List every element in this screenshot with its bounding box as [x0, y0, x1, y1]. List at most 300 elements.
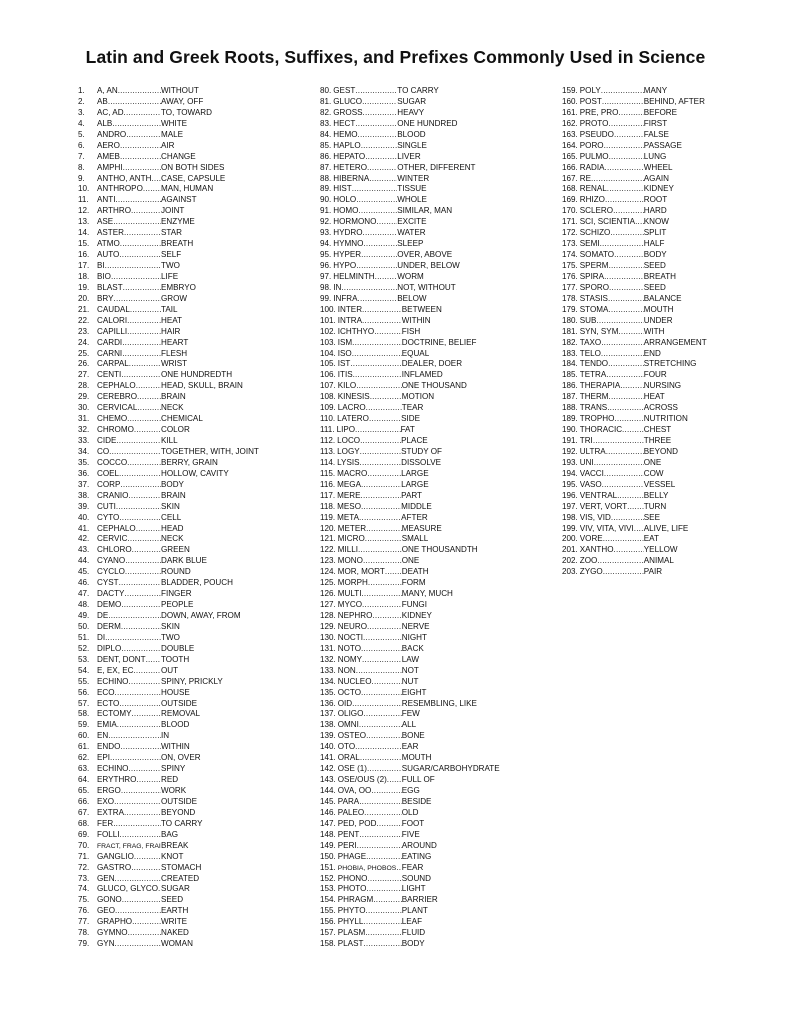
dot-leader: [118, 86, 161, 97]
root-meaning: OLD: [401, 807, 419, 817]
root-with-leader: [97, 436, 161, 447]
dot-leader: [371, 786, 401, 797]
root-with-leader: [337, 436, 401, 447]
root-with-leader: [97, 86, 161, 97]
column-1: [78, 86, 310, 950]
item-number: 125.: [320, 578, 336, 588]
root-with-leader: [338, 852, 402, 863]
root-term: MEGA: [337, 479, 361, 489]
item-number: 58.: [78, 709, 90, 719]
root-meaning: AGAIN: [643, 173, 669, 183]
root-with-leader: [97, 174, 161, 185]
dot-leader: [360, 447, 402, 458]
root-term: ASE: [97, 217, 114, 227]
list-item: [562, 534, 784, 545]
item-number: 54.: [78, 665, 90, 675]
dot-leader: [131, 709, 161, 720]
root-term: CHEMO: [97, 414, 128, 424]
root-with-leader: [338, 677, 402, 688]
item-number: 121.: [320, 534, 336, 544]
root-with-leader: [338, 895, 402, 906]
item-number: 172.: [562, 228, 578, 238]
root-term: GANGLIO: [97, 851, 134, 861]
list-item: [320, 677, 552, 688]
item-number: 136.: [320, 698, 336, 708]
root-term: AMPHI: [97, 162, 123, 172]
root-term: NUCLEO: [337, 676, 372, 686]
list-item: [78, 720, 310, 731]
list-item: [320, 644, 552, 655]
root-term: OSE/OUS (2): [337, 775, 387, 785]
root-term: PED, POD: [337, 818, 377, 828]
dot-leader: [116, 502, 161, 513]
root-term: AERO: [97, 140, 120, 150]
root-with-leader: [97, 677, 161, 688]
root-with-leader: [338, 359, 402, 370]
root-meaning: UNDER: [643, 315, 673, 325]
list-item: [78, 480, 310, 491]
root-with-leader: [338, 688, 402, 699]
dot-leader: [120, 830, 162, 841]
root-with-leader: [97, 108, 161, 119]
root-meaning: FOOT: [401, 818, 425, 828]
dot-leader: [363, 709, 401, 720]
root-meaning: SKIN: [161, 501, 180, 511]
item-number: 30.: [78, 403, 90, 413]
root-term: HYPER: [333, 250, 362, 260]
item-number: 20.: [78, 293, 90, 303]
item-number: 115.: [320, 468, 336, 478]
root-meaning: FEAR: [401, 862, 424, 872]
root-term: NOTO: [337, 643, 361, 653]
list-item: [562, 250, 784, 261]
dot-leader: [367, 622, 402, 633]
root-with-leader: [97, 305, 161, 316]
dot-leader: [609, 152, 644, 163]
root-term: LATERO: [337, 414, 369, 424]
root-term: ECTO: [97, 698, 120, 708]
list-item: [562, 425, 784, 436]
dot-leader: [363, 917, 401, 928]
root-meaning: THREE: [643, 436, 672, 445]
root-with-leader: [580, 480, 644, 491]
dot-leader: [361, 480, 401, 491]
root-with-leader: [97, 163, 161, 174]
root-meaning: OTHER, DIFFERENT: [397, 162, 476, 172]
item-number: 85.: [320, 140, 332, 150]
root-term: MYCO: [337, 600, 363, 610]
root-with-leader: [338, 589, 402, 600]
dot-leader: [605, 163, 644, 174]
list-item: [78, 327, 310, 338]
item-number: 164.: [562, 140, 578, 150]
root-with-leader: [97, 753, 161, 764]
root-with-leader: [580, 381, 644, 392]
dot-leader: [121, 622, 161, 633]
dot-leader: [362, 600, 402, 611]
root-meaning: LIGHT: [401, 884, 426, 894]
list-item: [562, 469, 784, 480]
dot-leader: [128, 491, 161, 502]
root-term: PLAST: [337, 939, 364, 949]
root-with-leader: [333, 206, 397, 217]
list-item: [78, 513, 310, 524]
dot-leader: [359, 797, 402, 808]
root-with-leader: [97, 655, 161, 666]
item-number: 180.: [562, 315, 578, 325]
dot-leader: [125, 567, 161, 578]
dot-leader: [361, 502, 401, 513]
root-meaning: ONE HUNDRED: [397, 118, 458, 128]
item-number: 5.: [78, 129, 85, 139]
item-number: 184.: [562, 359, 578, 369]
item-number: 105.: [320, 359, 336, 369]
root-with-leader: [580, 174, 644, 185]
root-term: NOCTI: [337, 632, 363, 642]
item-number: 194.: [562, 468, 578, 478]
root-with-leader: [580, 502, 644, 513]
root-with-leader: [338, 874, 402, 885]
item-number: 103.: [320, 337, 336, 347]
list-item: [320, 436, 552, 447]
list-item: [78, 250, 310, 261]
item-number: 152.: [320, 873, 336, 883]
list-item: [78, 97, 310, 108]
list-item: [78, 152, 310, 163]
root-term: ECHINO: [97, 676, 129, 686]
list-item: [320, 119, 552, 130]
item-number: 166.: [562, 162, 578, 172]
root-term: HEPATO: [333, 151, 366, 161]
list-item: [320, 775, 552, 786]
root-term: AMEB: [97, 151, 120, 161]
dot-leader: [358, 545, 402, 556]
root-with-leader: [580, 447, 644, 458]
root-with-leader: [338, 830, 402, 841]
root-meaning: REMOVAL: [161, 709, 200, 719]
root-with-leader: [338, 403, 402, 414]
root-term: SYN, SYM: [579, 326, 619, 336]
list-item: [562, 359, 784, 370]
root-meaning: SEE: [643, 512, 660, 522]
root-term: THORACIC: [579, 425, 623, 435]
list-item: [320, 392, 552, 403]
dot-leader: [115, 688, 161, 699]
item-number: 181.: [562, 326, 578, 336]
list-item: [562, 261, 784, 272]
root-term: PHONO: [337, 873, 368, 883]
dot-leader: [136, 524, 161, 535]
item-number: 13.: [78, 217, 90, 227]
root-term: IN: [333, 282, 342, 292]
root-term: CRANIO: [97, 490, 129, 500]
root-meaning: OUTSIDE: [161, 796, 197, 806]
root-term: NEPHRO: [337, 611, 373, 620]
dot-leader: [361, 644, 402, 655]
root-term: TELO: [579, 348, 601, 358]
list-item: [320, 939, 552, 950]
dot-leader: [356, 261, 397, 272]
root-term: ARTHRO: [97, 206, 132, 216]
root-meaning: SMALL: [401, 534, 429, 544]
root-term: ANTHROPO: [97, 184, 143, 194]
root-meaning: FINGER: [161, 589, 192, 599]
item-number: 192.: [562, 446, 578, 456]
list-item: [562, 108, 784, 119]
dot-leader: [614, 414, 643, 425]
root-meaning: PAIR: [643, 567, 663, 577]
root-with-leader: [97, 283, 161, 294]
root-term: VASO: [579, 479, 602, 489]
item-number: 140.: [320, 742, 336, 752]
dot-leader: [113, 819, 161, 830]
list-item: [320, 622, 552, 633]
root-with-leader: [338, 753, 402, 764]
root-with-leader: [338, 524, 402, 535]
item-number: 176.: [562, 271, 578, 281]
root-meaning: ONE THOUSANDTH: [401, 545, 478, 555]
item-number: 11.: [78, 195, 89, 205]
list-item: [320, 699, 552, 710]
root-term: IST: [337, 359, 351, 369]
dot-leader: [366, 524, 402, 535]
item-number: 170.: [562, 206, 578, 216]
root-with-leader: [580, 130, 644, 141]
list-item: [78, 502, 310, 513]
item-number: 110.: [320, 414, 336, 424]
root-meaning: FISH: [401, 326, 421, 336]
root-term: HIBERNA: [333, 173, 370, 183]
list-item: [320, 600, 552, 611]
root-meaning: WHITE: [161, 118, 188, 128]
root-meaning: TURN: [643, 501, 667, 511]
root-meaning: NERVE: [401, 621, 430, 631]
dot-leader: [121, 786, 161, 797]
list-item: [78, 655, 310, 666]
dot-leader: [360, 436, 401, 447]
root-meaning: SPINY: [161, 764, 186, 774]
root-term: PALEO: [337, 807, 365, 817]
root-with-leader: [97, 928, 161, 939]
dot-leader: [593, 436, 644, 447]
root-with-leader: [333, 283, 397, 294]
dot-leader: [608, 359, 644, 370]
item-number: 71.: [78, 851, 90, 861]
item-number: 187.: [562, 392, 578, 402]
item-number: 19.: [78, 282, 90, 292]
list-item: [562, 163, 784, 174]
root-with-leader: [97, 480, 161, 491]
root-term: ULTRA: [579, 446, 606, 456]
list-item: [320, 841, 552, 852]
root-term: CENTI: [97, 370, 122, 380]
root-with-leader: [338, 644, 402, 655]
root-with-leader: [97, 217, 161, 228]
list-item: [320, 830, 552, 841]
list-item: [320, 130, 552, 141]
root-meaning: NECK: [161, 403, 184, 413]
list-item: [78, 622, 310, 633]
dot-leader: [108, 611, 161, 622]
list-item: [320, 819, 552, 830]
item-number: 158.: [320, 939, 336, 949]
root-term: CAUDAL: [97, 304, 130, 314]
dot-leader: [357, 841, 402, 852]
list-item: [320, 184, 552, 195]
dot-leader: [127, 458, 161, 469]
dot-leader: [109, 447, 161, 458]
root-with-leader: [97, 130, 161, 141]
root-with-leader: [97, 852, 161, 863]
root-term: SPORO: [579, 282, 609, 292]
dot-leader: [363, 556, 402, 567]
root-with-leader: [580, 97, 644, 108]
dot-leader: [600, 239, 644, 250]
root-term: LYSIS: [337, 457, 360, 467]
root-with-leader: [97, 556, 161, 567]
root-with-leader: [580, 184, 644, 195]
item-number: 186.: [562, 381, 578, 391]
dot-leader: [132, 545, 161, 556]
root-meaning: BEHIND, AFTER: [643, 96, 705, 106]
root-with-leader: [97, 567, 161, 578]
root-term: CYCLO: [97, 567, 125, 577]
dot-leader: [122, 349, 161, 360]
root-meaning: BONE: [401, 731, 425, 741]
root-with-leader: [97, 359, 161, 370]
dot-leader: [143, 184, 161, 195]
root-meaning: AIR: [161, 140, 175, 150]
root-meaning: COW: [643, 468, 664, 478]
item-number: 34.: [78, 446, 90, 456]
dot-leader: [362, 305, 402, 316]
dot-leader: [115, 874, 161, 885]
root-with-leader: [580, 436, 644, 447]
root-meaning: ALL: [401, 720, 417, 730]
root-meaning: NUT: [401, 676, 419, 686]
root-with-leader: [97, 458, 161, 469]
root-term: VACCI: [579, 468, 604, 478]
item-number: 116.: [320, 479, 336, 489]
root-term: CARDI: [97, 337, 123, 347]
root-term: STOMA: [579, 304, 609, 314]
dot-leader: [620, 381, 644, 392]
list-item: [320, 152, 552, 163]
dot-leader: [120, 239, 161, 250]
root-meaning: RED: [161, 775, 179, 785]
root-meaning: SUGAR/CARBOHYDRATE: [401, 764, 500, 774]
root-term: GLUCO: [333, 96, 363, 106]
root-with-leader: [97, 644, 161, 655]
item-number: 14.: [78, 228, 90, 238]
dot-leader: [131, 863, 161, 874]
root-meaning: KNOW: [643, 217, 669, 227]
list-item: [78, 338, 310, 349]
item-number: 1.: [78, 86, 85, 95]
root-term: VERT, VORT: [579, 501, 628, 511]
dot-leader: [374, 327, 402, 338]
root-meaning: BREATH: [161, 239, 194, 249]
item-number: 138.: [320, 720, 336, 730]
root-term: TAXO: [579, 337, 602, 347]
root-term: ASTER: [97, 228, 124, 238]
root-meaning: WINTER: [397, 173, 430, 183]
item-number: 88.: [320, 173, 332, 183]
list-item: [78, 534, 310, 545]
item-number: 145.: [320, 796, 336, 806]
item-number: 6.: [78, 140, 85, 150]
list-item: [78, 764, 310, 775]
root-with-leader: [97, 808, 161, 819]
root-with-leader: [97, 447, 161, 458]
root-meaning: SELF: [161, 250, 182, 260]
root-meaning: MEASURE: [401, 523, 442, 533]
root-meaning: HEAD: [161, 523, 184, 533]
root-meaning: SOUND: [401, 873, 431, 883]
root-meaning: STOMACH: [161, 862, 202, 872]
list-item: [320, 206, 552, 217]
item-number: 148.: [320, 829, 336, 839]
list-item: [320, 163, 552, 174]
dot-leader: [127, 316, 161, 327]
root-with-leader: [580, 217, 644, 228]
root-with-leader: [97, 381, 161, 392]
dot-leader: [373, 895, 401, 906]
dot-leader: [114, 797, 161, 808]
item-number: 102.: [320, 326, 336, 336]
dot-leader: [387, 775, 402, 786]
root-term: OCTO: [337, 687, 361, 697]
root-with-leader: [97, 600, 161, 611]
root-term: COEL: [97, 468, 120, 478]
root-term: CHLORO: [97, 545, 132, 555]
dot-leader: [362, 655, 402, 666]
root-term: FRACT, FRAG, FRAI: [97, 842, 161, 850]
root-meaning: CHEMICAL: [161, 414, 203, 424]
dot-leader: [116, 436, 161, 447]
root-meaning: BEFORE: [643, 107, 678, 117]
root-with-leader: [580, 195, 644, 206]
root-with-leader: [338, 381, 402, 392]
list-item: [320, 753, 552, 764]
root-with-leader: [580, 491, 644, 502]
root-meaning: FULL OF: [401, 775, 435, 785]
list-item: [78, 195, 310, 206]
dot-leader: [361, 688, 402, 699]
item-number: 65.: [78, 786, 90, 795]
root-term: MILLI: [337, 545, 359, 555]
root-term: GROSS: [333, 107, 363, 117]
root-with-leader: [97, 545, 161, 556]
list-item: [78, 917, 310, 928]
item-number: 126.: [320, 589, 336, 599]
list-item: [78, 403, 310, 414]
item-number: 74.: [78, 884, 90, 894]
item-number: 191.: [562, 436, 578, 445]
item-number: 29.: [78, 392, 90, 402]
root-meaning: ON, OVER: [161, 753, 201, 763]
root-term: A, AN: [97, 86, 118, 95]
dot-leader: [635, 217, 644, 228]
root-with-leader: [97, 206, 161, 217]
item-number: 26.: [78, 359, 90, 369]
item-number: 159.: [562, 86, 578, 95]
item-number: 97.: [320, 271, 332, 281]
root-with-leader: [97, 917, 161, 928]
item-number: 146.: [320, 807, 336, 817]
root-meaning: OVER, ABOVE: [397, 250, 453, 260]
dot-leader: [362, 97, 397, 108]
